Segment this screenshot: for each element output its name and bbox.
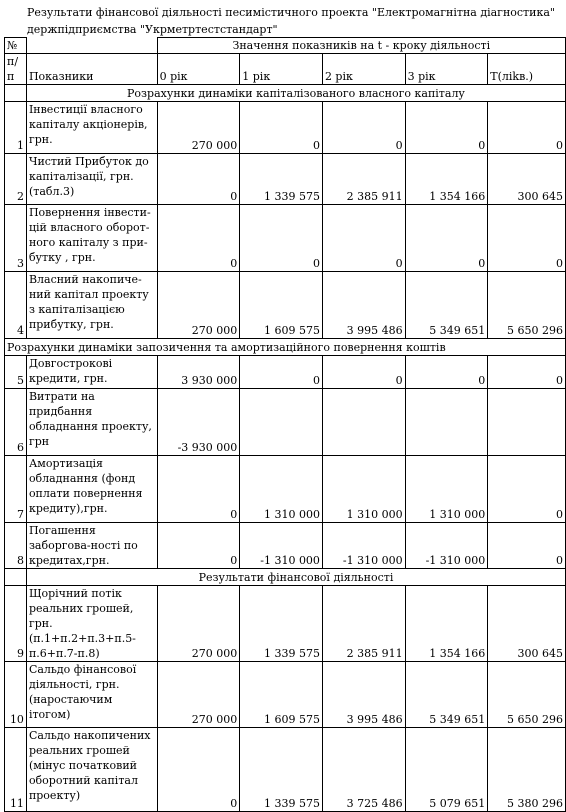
cell-value (322, 389, 405, 456)
row-label: Повернення інвести-цій власного оборот-ного капіталу з при-бутку , грн. (26, 205, 157, 272)
table-row (5, 586, 566, 662)
row-label: Чистий Прибуток до капіталізації, грн.(табл.3) (26, 154, 157, 205)
table-row (5, 356, 566, 389)
row-label: Витрати на придбання обладнання проекту, грн (26, 389, 157, 456)
cell-value: 5 650 296 (488, 662, 566, 728)
row-number: 9 (5, 586, 27, 662)
year-header: 0 рік (157, 54, 240, 85)
cell-value: 2 385 911 (322, 586, 405, 662)
values-header: Значення показників на t - кроку діяльності (157, 38, 565, 54)
section-heading: Розрахунки динаміки запозичення та амортизаційного повернення коштів (5, 339, 566, 356)
row-number: 7 (5, 456, 27, 523)
col-indicator-header: Показники (26, 54, 157, 85)
table-row (5, 389, 566, 456)
cell-value: 1 310 000 (405, 456, 488, 523)
cell-value: 1 339 575 (240, 728, 323, 812)
row-number: 8 (5, 523, 27, 569)
cell-value: 270 000 (157, 272, 240, 339)
table-subtitle: держпідприємства "Укрметртестстандарт" (27, 23, 278, 36)
row-label: Інвестиції власного капіталу акціонерів, грн. (26, 102, 157, 154)
year-header: 3 рік (405, 54, 488, 85)
cell-value (240, 389, 323, 456)
cell-value: 0 (157, 728, 240, 812)
cell-value: 3 930 000 (157, 356, 240, 389)
table-row (5, 272, 566, 339)
cell-value: 0 (157, 154, 240, 205)
table-row (5, 662, 566, 728)
cell-value: 0 (405, 205, 488, 272)
year-header: Т(ліkв.) (488, 54, 566, 85)
cell-value: 0 (488, 356, 566, 389)
results-table (4, 37, 566, 812)
cell-value: 3 995 486 (322, 272, 405, 339)
col-number-header: № (5, 38, 27, 54)
cell-value: 1 609 575 (240, 272, 323, 339)
cell-value: -1 310 000 (405, 523, 488, 569)
cell-value: 0 (488, 523, 566, 569)
cell-value: 0 (240, 205, 323, 272)
row-label: Сальдо накопичених реальних грошей (мінус початковий оборотний капітал проекту) (26, 728, 157, 812)
cell-value: 3 725 486 (322, 728, 405, 812)
year-header: 2 рік (322, 54, 405, 85)
cell-value (488, 389, 566, 456)
table-row (5, 456, 566, 523)
cell-value: 5 349 651 (405, 662, 488, 728)
row-number: 2 (5, 154, 27, 205)
cell-value: 0 (240, 356, 323, 389)
cell-value: -1 310 000 (322, 523, 405, 569)
cell-value: 1 310 000 (240, 456, 323, 523)
row-label: Власний накопиче-ний капітал проекту з капіталізацією прибутку, грн. (26, 272, 157, 339)
section-heading: Розрахунки динаміки капіталізованого власного капіталу (26, 85, 565, 102)
cell-value: 300 645 (488, 154, 566, 205)
cell-value: 0 (157, 523, 240, 569)
cell-value: 0 (157, 456, 240, 523)
cell-value: 0 (157, 205, 240, 272)
cell-value: 5 650 296 (488, 272, 566, 339)
cell-value: 0 (488, 205, 566, 272)
row-label: Погашення заборгова-ності по кредитах,грн. (26, 523, 157, 569)
table-row (5, 154, 566, 205)
row-number: 1 (5, 102, 27, 154)
row-label: Щорічний потік реальних грошей, грн.(п.1+п.2+п.3+п.5-п.6+п.7-п.8) (26, 586, 157, 662)
cell-value: 0 (405, 102, 488, 154)
row-label: Сальдо фінансової діяльності, грн. (наростаючим ітогом) (26, 662, 157, 728)
cell-value (405, 389, 488, 456)
table-row (5, 523, 566, 569)
col-number-subheader: п/п (5, 54, 27, 85)
year-header: 1 рік (240, 54, 323, 85)
cell-value: -1 310 000 (240, 523, 323, 569)
row-label: Амортизація обладнання (фонд оплати повернення кредиту),грн. (26, 456, 157, 523)
cell-value: 3 995 486 (322, 662, 405, 728)
cell-value: 1 339 575 (240, 154, 323, 205)
cell-value: 1 310 000 (322, 456, 405, 523)
cell-value: 0 (488, 102, 566, 154)
cell-value: 300 645 (488, 586, 566, 662)
table-row (5, 102, 566, 154)
row-number: 4 (5, 272, 27, 339)
row-number: 6 (5, 389, 27, 456)
section-heading: Результати фінансової діяльності (26, 569, 565, 586)
row-number: 3 (5, 205, 27, 272)
cell-value: 0 (240, 102, 323, 154)
row-number: 5 (5, 356, 27, 389)
cell-value: 270 000 (157, 102, 240, 154)
cell-value: 1 609 575 (240, 662, 323, 728)
table-row (5, 205, 566, 272)
cell-value: 270 000 (157, 662, 240, 728)
cell-value: 5 079 651 (405, 728, 488, 812)
row-label: Довгострокові кредити, грн. (26, 356, 157, 389)
cell-value: 270 000 (157, 586, 240, 662)
row-number: 11 (5, 728, 27, 812)
cell-value: 0 (322, 205, 405, 272)
cell-value: 0 (322, 102, 405, 154)
row-number: 10 (5, 662, 27, 728)
cell-value: 0 (405, 356, 488, 389)
cell-value: 0 (322, 356, 405, 389)
cell-value: 1 354 166 (405, 154, 488, 205)
cell-value: 1 354 166 (405, 586, 488, 662)
table-title: Результати фінансової діяльності песимістичного проекта "Електромагнітна діагностика" (27, 6, 555, 19)
cell-value: -3 930 000 (157, 389, 240, 456)
cell-value: 2 385 911 (322, 154, 405, 205)
cell-value: 0 (488, 456, 566, 523)
cell-value: 5 349 651 (405, 272, 488, 339)
table-row (5, 728, 566, 812)
cell-value: 5 380 296 (488, 728, 566, 812)
cell-value: 1 339 575 (240, 586, 323, 662)
